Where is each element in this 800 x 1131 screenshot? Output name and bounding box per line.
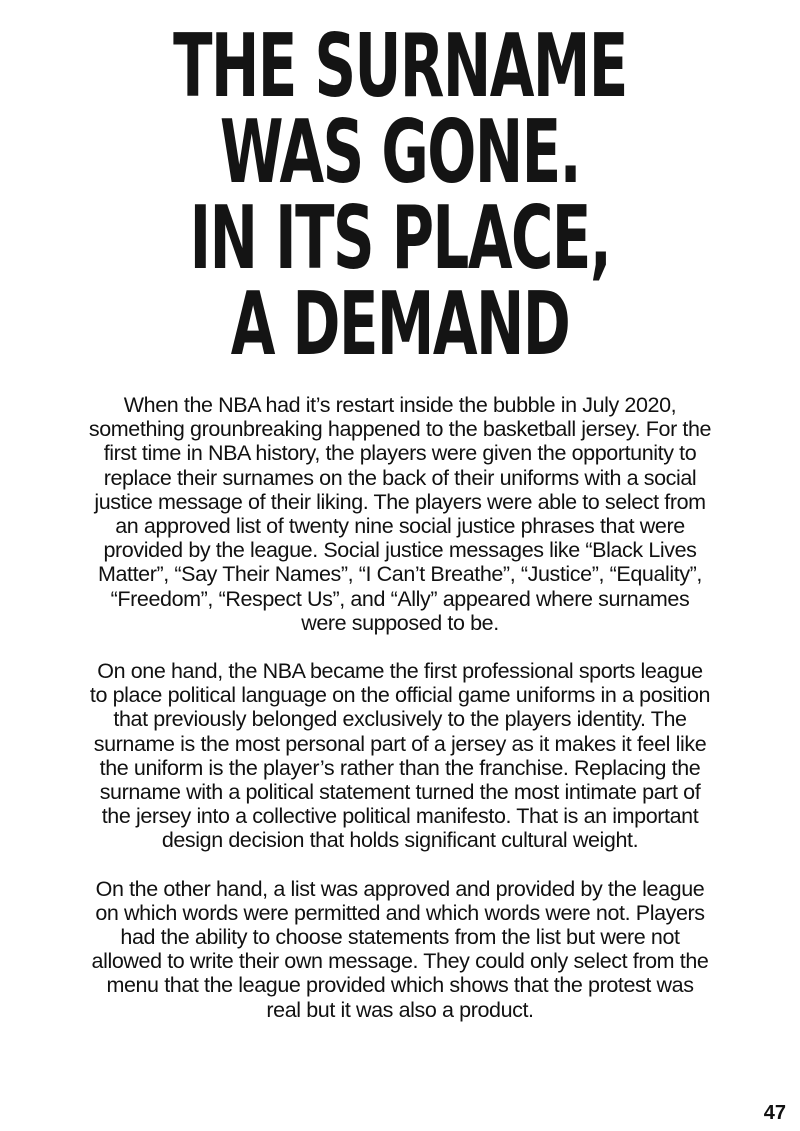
headline-line-1: THE SURNAME bbox=[173, 16, 627, 118]
article-body bbox=[88, 393, 712, 1022]
headline-line-3: IN ITS PLACE, bbox=[189, 188, 611, 290]
paragraph-1: When the NBA had it’s restart inside the bubble in July 2020, something grounbreaking happened to the basketball jersey. For the first time in NBA history, the players were given the opportunity to replace their surnames on the back of their uniforms with a social justice message of their liking. The players were able to select from an approved list of twenty nine social justice phrases that were provided by the league. Social justice messages like “Black Lives Matter”, “Say Their Names”, “I Can’t Breathe”, “Justice”, “Equality”, “Freedom”, “Respect Us”, and “Ally” appeared where surnames were supposed to be. bbox=[88, 393, 712, 635]
headline bbox=[0, 16, 800, 376]
paragraph-2: On one hand, the NBA became the first professional sports league to place political language on the official game uniforms in a position that previously belonged exclusively to the players identity. The surname is the most personal part of a jersey as it makes it feel like the uniform is the player’s rather than the franchise. Replacing the surname with a political statement turned the most intimate part of the jersey into a collective political manifesto. That is an important design decision that holds significant cultural weight. bbox=[89, 659, 711, 853]
headline-line-4: A DEMAND bbox=[230, 274, 570, 376]
headline-line-2: WAS GONE. bbox=[219, 102, 581, 204]
page-number: 47 bbox=[763, 1102, 786, 1124]
paragraph-3: On the other hand, a list was approved and provided by the league on which words were permitted and which words were not. Players had the ability to choose statements from the list but were not allowed to write their own message. They could only select from the menu that the league provided which shows that the protest was real but it was also a product. bbox=[91, 876, 709, 1022]
